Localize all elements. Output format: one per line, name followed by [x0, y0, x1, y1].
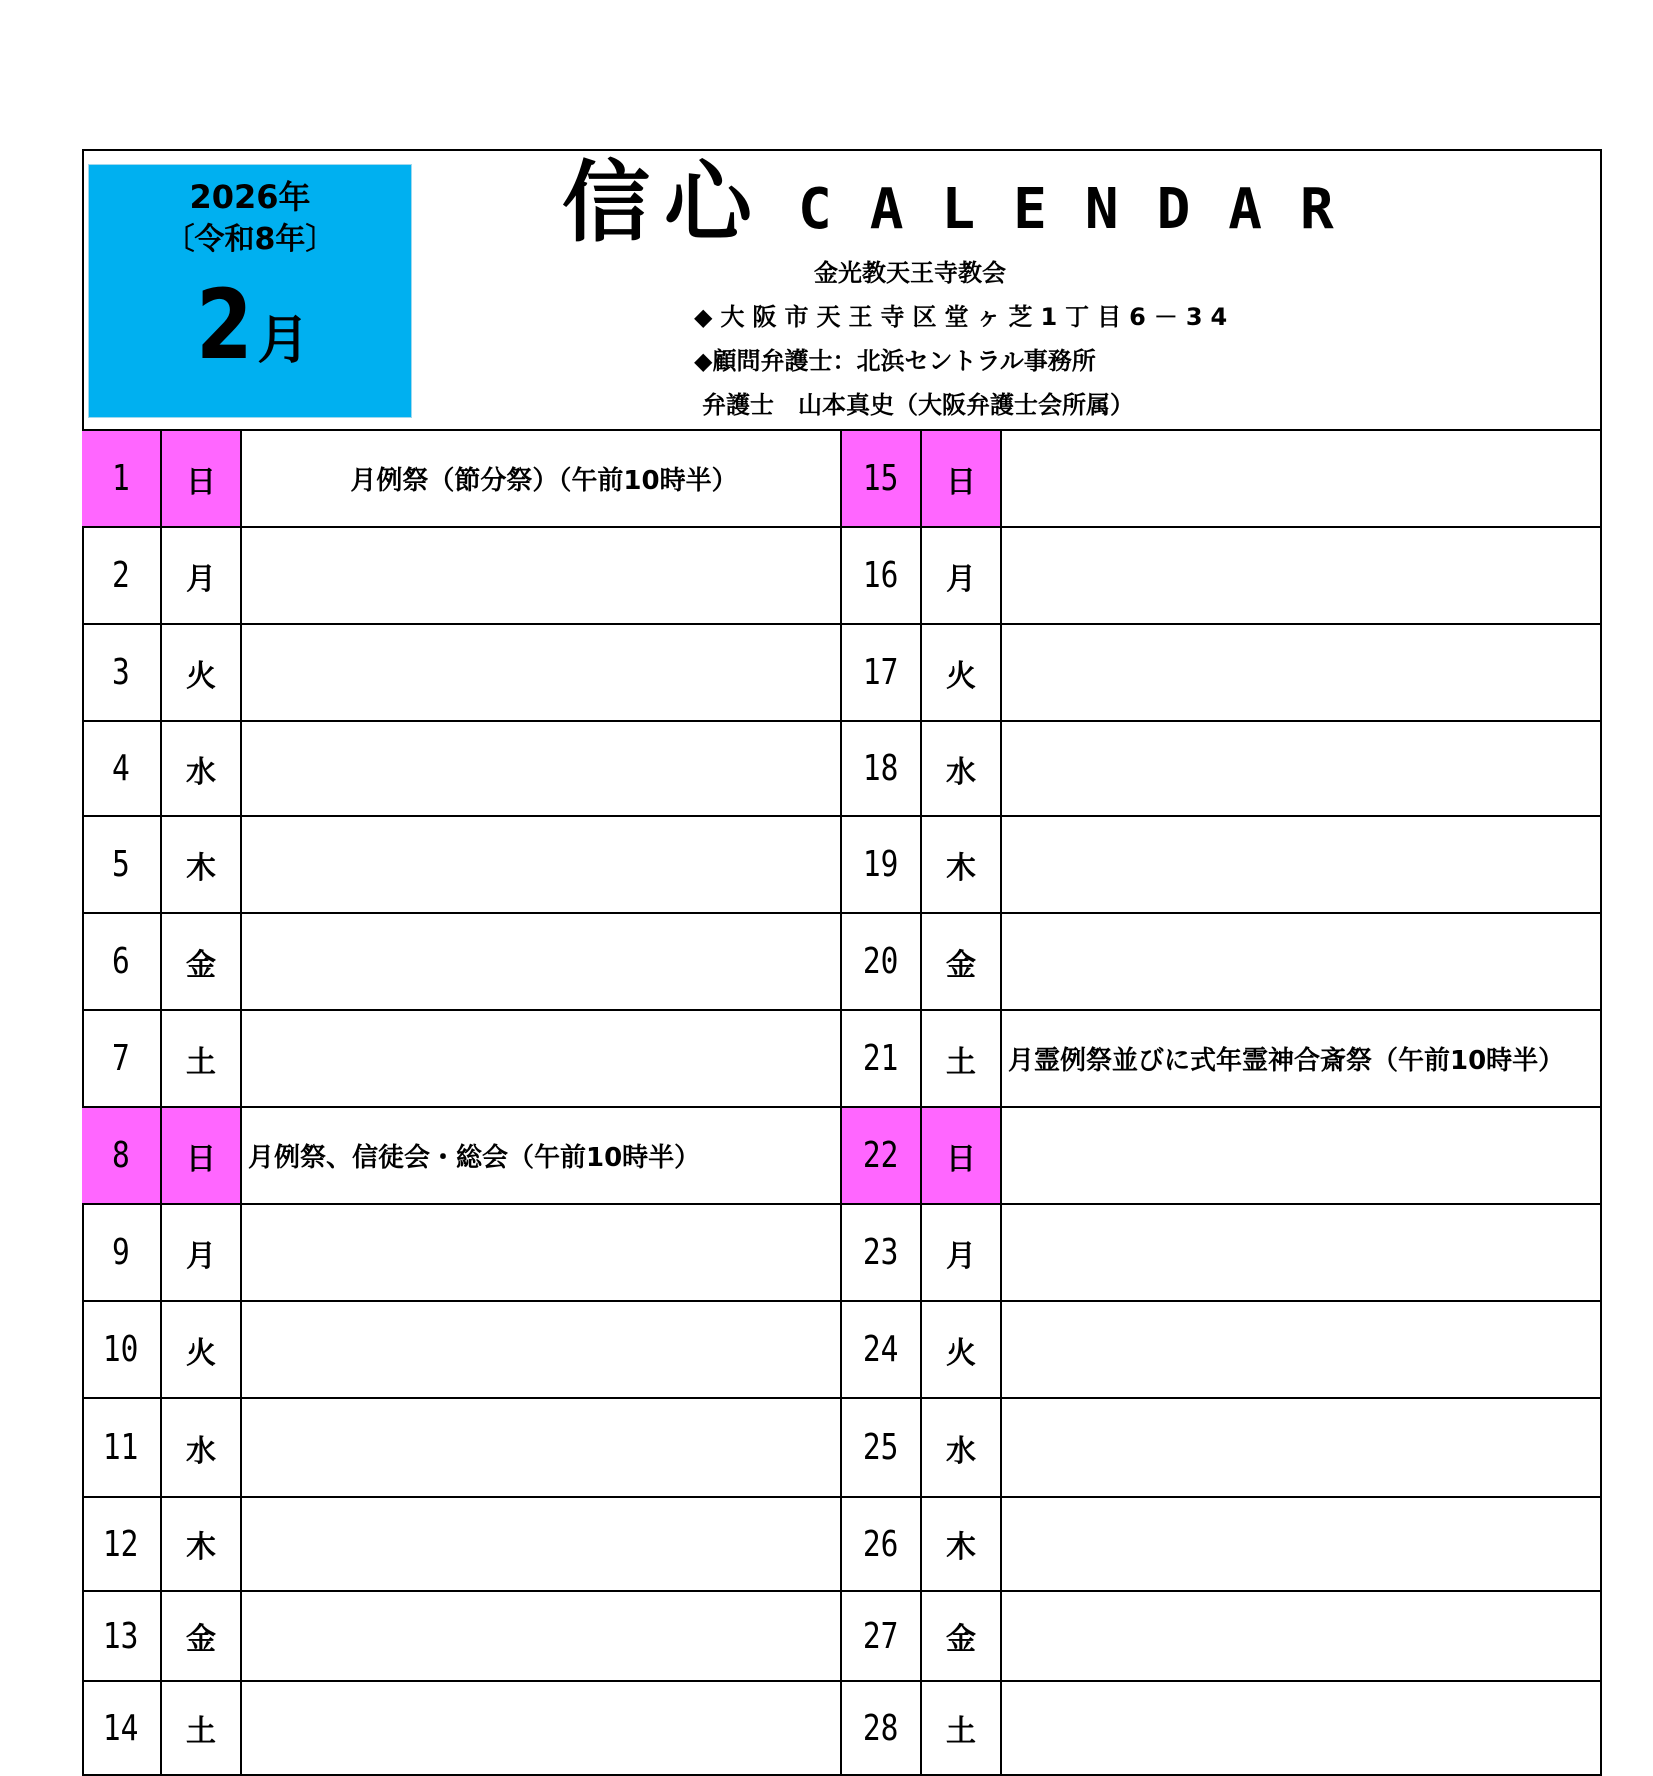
event-cell: [242, 625, 842, 720]
weekday: 月: [186, 561, 216, 597]
weekday: 日: [186, 1141, 216, 1177]
weekday-cell: [162, 1302, 242, 1397]
weekday: 木: [946, 1530, 976, 1565]
event-cell: [1002, 1302, 1602, 1397]
day-number-cell: [842, 625, 922, 720]
month-box: [88, 164, 412, 418]
day-number-cell: [82, 1399, 162, 1496]
event-cell: [242, 1011, 842, 1106]
calendar-row: [82, 1302, 1602, 1399]
day-number-cell: [82, 1011, 162, 1106]
calendar-row: [82, 1399, 1602, 1498]
weekday: 土: [946, 1714, 976, 1749]
weekday: 木: [186, 1530, 216, 1565]
calendar-row: [82, 625, 1602, 722]
weekday: 月: [946, 1238, 976, 1274]
day-number-cell: [82, 1498, 162, 1590]
weekday-cell: [922, 431, 1002, 526]
weekday-cell: [162, 1399, 242, 1496]
weekday-cell: [162, 1498, 242, 1590]
calendar-row: [82, 528, 1602, 625]
day-number-cell: [842, 1682, 922, 1774]
calendar-row: [82, 1205, 1602, 1302]
day-number: 6: [112, 941, 130, 982]
weekday: 木: [186, 850, 216, 886]
calendar-row: [82, 431, 1602, 528]
day-number-cell: [842, 1205, 922, 1300]
event-cell: [1002, 625, 1602, 720]
calendar-row: [82, 722, 1602, 817]
title-english: CALENDAR: [798, 177, 1372, 242]
calendar-row: [82, 817, 1602, 914]
day-number: 10: [103, 1329, 139, 1370]
day-number-cell: [842, 1498, 922, 1590]
day-number-cell: [82, 528, 162, 623]
weekday-cell: [922, 817, 1002, 912]
event-cell: [1002, 431, 1602, 526]
weekday-cell: [162, 1011, 242, 1106]
calendar-row: [82, 1592, 1602, 1682]
weekday-cell: [162, 914, 242, 1009]
lawyer-office: ◆顧問弁護士：北浜セントラル事務所: [694, 347, 1096, 375]
event-cell: [1002, 528, 1602, 623]
weekday: 金: [186, 1622, 216, 1657]
weekday: 日: [946, 464, 976, 500]
weekday: 金: [946, 1622, 976, 1657]
weekday-cell: [162, 528, 242, 623]
day-number-cell: [82, 1108, 162, 1203]
weekday: 土: [946, 1044, 976, 1080]
day-number-cell: [842, 914, 922, 1009]
month-number: 2: [195, 269, 253, 381]
weekday: 火: [186, 658, 216, 694]
event-cell: [242, 1592, 842, 1680]
day-number-cell: [842, 1108, 922, 1203]
weekday: 土: [186, 1714, 216, 1749]
day-number-cell: [82, 1205, 162, 1300]
event-cell: [1002, 914, 1602, 1009]
day-number: 2: [112, 555, 130, 596]
event-text: 月霊例祭並びに式年霊神合斎祭（午前10時半）: [1008, 1046, 1565, 1076]
weekday: 金: [946, 947, 976, 983]
day-number-cell: [842, 1592, 922, 1680]
weekday: 水: [946, 1433, 976, 1469]
month-label: [89, 270, 411, 408]
day-number: 5: [112, 844, 130, 885]
weekday: 火: [186, 1335, 216, 1371]
event-cell: [1002, 1498, 1602, 1590]
event-cell: [1002, 1205, 1602, 1300]
day-number: 9: [112, 1232, 130, 1273]
weekday-cell: [922, 1302, 1002, 1397]
day-number: 1: [112, 458, 130, 499]
day-number-cell: [82, 722, 162, 815]
day-number: 8: [112, 1135, 130, 1176]
event-cell: [1002, 1682, 1602, 1774]
weekday: 水: [186, 1433, 216, 1469]
event-cell: [242, 817, 842, 912]
day-number-cell: [842, 722, 922, 815]
weekday: 月: [186, 1238, 216, 1274]
event-cell: [1002, 1011, 1602, 1106]
calendar-row: [82, 1011, 1602, 1108]
weekday-cell: [162, 1592, 242, 1680]
day-number: 7: [112, 1038, 130, 1079]
church-address: ◆大阪市天王寺区堂ヶ芝1丁目6－34: [694, 303, 1236, 331]
event-cell: [242, 1108, 842, 1203]
day-number: 21: [863, 1038, 899, 1079]
weekday: 月: [946, 561, 976, 597]
weekday: 金: [186, 947, 216, 983]
day-number-cell: [82, 431, 162, 526]
event-cell: [242, 431, 842, 526]
lawyer-name: 弁護士 山本真史（大阪弁護士会所属）: [702, 391, 1134, 419]
page-title: [562, 150, 1522, 254]
day-number-cell: [82, 625, 162, 720]
weekday: 木: [946, 850, 976, 886]
weekday-cell: [922, 1011, 1002, 1106]
calendar-header: [82, 149, 1602, 431]
weekday-cell: [162, 1682, 242, 1774]
day-number: 16: [863, 555, 899, 596]
event-text: 月例祭、信徒会・総会（午前10時半）: [248, 1143, 701, 1173]
day-number: 4: [112, 748, 130, 789]
calendar-row: [82, 1108, 1602, 1205]
day-number: 27: [863, 1615, 899, 1657]
weekday-cell: [922, 1205, 1002, 1300]
weekday-cell: [162, 722, 242, 815]
weekday-cell: [922, 914, 1002, 1009]
day-number: 11: [103, 1427, 139, 1468]
day-number: 25: [863, 1427, 899, 1468]
year-label: 2026年: [189, 178, 311, 216]
weekday: 火: [946, 1335, 976, 1371]
day-number: 24: [863, 1329, 899, 1370]
month-unit: 月: [257, 311, 310, 371]
calendar-row: [82, 1498, 1602, 1592]
day-number: 23: [863, 1232, 899, 1273]
weekday: 日: [946, 1141, 976, 1177]
day-number-cell: [82, 1682, 162, 1774]
day-number-cell: [842, 1011, 922, 1106]
event-cell: [242, 1498, 842, 1590]
day-number-cell: [82, 914, 162, 1009]
church-name: 金光教天王寺教会: [814, 259, 1006, 287]
day-number-cell: [842, 431, 922, 526]
event-cell: [1002, 1399, 1602, 1496]
weekday: 土: [186, 1044, 216, 1080]
day-number: 12: [103, 1523, 139, 1565]
weekday-cell: [162, 431, 242, 526]
weekday-cell: [162, 1108, 242, 1203]
day-number: 15: [863, 458, 899, 499]
event-cell: [1002, 1592, 1602, 1680]
weekday-cell: [162, 625, 242, 720]
day-number: 18: [863, 748, 899, 789]
weekday-cell: [922, 1108, 1002, 1203]
event-cell: [242, 914, 842, 1009]
weekday-cell: [162, 1205, 242, 1300]
weekday-cell: [922, 1498, 1002, 1590]
day-number: 13: [103, 1615, 139, 1657]
day-number-cell: [82, 817, 162, 912]
day-number: 17: [863, 652, 899, 693]
event-cell: [242, 722, 842, 815]
day-number-cell: [82, 1592, 162, 1680]
day-number-cell: [842, 817, 922, 912]
day-number: 3: [112, 652, 130, 693]
weekday-cell: [922, 1592, 1002, 1680]
event-cell: [1002, 817, 1602, 912]
event-cell: [242, 1682, 842, 1774]
calendar-row: [82, 1682, 1602, 1776]
day-number-cell: [842, 1302, 922, 1397]
weekday: 水: [186, 754, 216, 790]
event-cell: [242, 1399, 842, 1496]
weekday: 水: [946, 754, 976, 790]
day-number: 22: [863, 1135, 899, 1176]
event-cell: [242, 1302, 842, 1397]
era-label: 〔令和8年〕: [164, 222, 336, 257]
weekday-cell: [922, 528, 1002, 623]
day-number-cell: [82, 1302, 162, 1397]
day-number: 19: [863, 844, 899, 885]
day-number: 26: [863, 1523, 899, 1565]
event-text: 月例祭（節分祭）（午前10時半）: [350, 466, 738, 496]
event-cell: [242, 528, 842, 623]
day-number: 28: [863, 1707, 899, 1749]
weekday-cell: [922, 1399, 1002, 1496]
event-cell: [1002, 722, 1602, 815]
weekday: 日: [186, 464, 216, 500]
calendar-row: [82, 914, 1602, 1011]
event-cell: [1002, 1108, 1602, 1203]
weekday-cell: [922, 625, 1002, 720]
weekday-cell: [162, 817, 242, 912]
weekday-cell: [922, 1682, 1002, 1774]
day-number-cell: [842, 528, 922, 623]
day-number-cell: [842, 1399, 922, 1496]
event-cell: [242, 1205, 842, 1300]
weekday-cell: [922, 722, 1002, 815]
title-japanese: 信心: [562, 150, 767, 254]
weekday: 火: [946, 658, 976, 694]
day-number: 14: [103, 1707, 139, 1749]
day-number: 20: [863, 941, 899, 982]
